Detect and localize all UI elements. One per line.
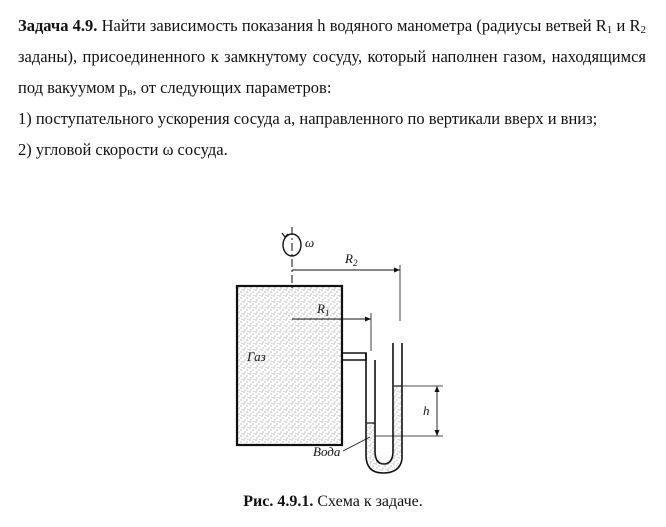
r2-label: $R_2$ [345, 251, 358, 268]
water-right-branch [394, 386, 402, 456]
caption-number: Рис. 4.9.1. [243, 493, 314, 510]
r1-label: $R_1$ [317, 301, 330, 318]
caption-text: Схема к задаче. [313, 493, 423, 510]
gas-label: Газ [247, 349, 266, 364]
figure-caption [0, 493, 666, 511]
r2-subscript: 2 [640, 24, 647, 36]
connecting-pipe [342, 353, 366, 360]
intro-text-and: и R [612, 16, 641, 35]
intro-text-1: Найти зависимость показания h водяного манометра (радиусы ветвей R [101, 16, 607, 35]
omega-label: ω [305, 235, 315, 250]
water-label: Вода [313, 444, 341, 459]
problem-intro [18, 10, 646, 103]
intro-text-2: заданы), присоединенного к замкнутому сосуду, который наполнен газом, находящимся под вакуумом p [18, 47, 646, 97]
problem-text [18, 10, 646, 165]
h-label: h [423, 403, 430, 418]
pv-subscript: в [127, 86, 133, 98]
r1-subscript: 1 [606, 24, 613, 36]
problem-item-1: 1) поступательного ускорения сосуда a, направленного по вертикали вверх и вниз; [18, 109, 598, 128]
figure-manometer-diagram [225, 223, 460, 485]
problem-item-2: 2) угловой скорости ω сосуда. [18, 140, 228, 159]
problem-title: Задача 4.9. [18, 16, 98, 35]
intro-text-3: , от следующих параметров: [132, 78, 332, 97]
